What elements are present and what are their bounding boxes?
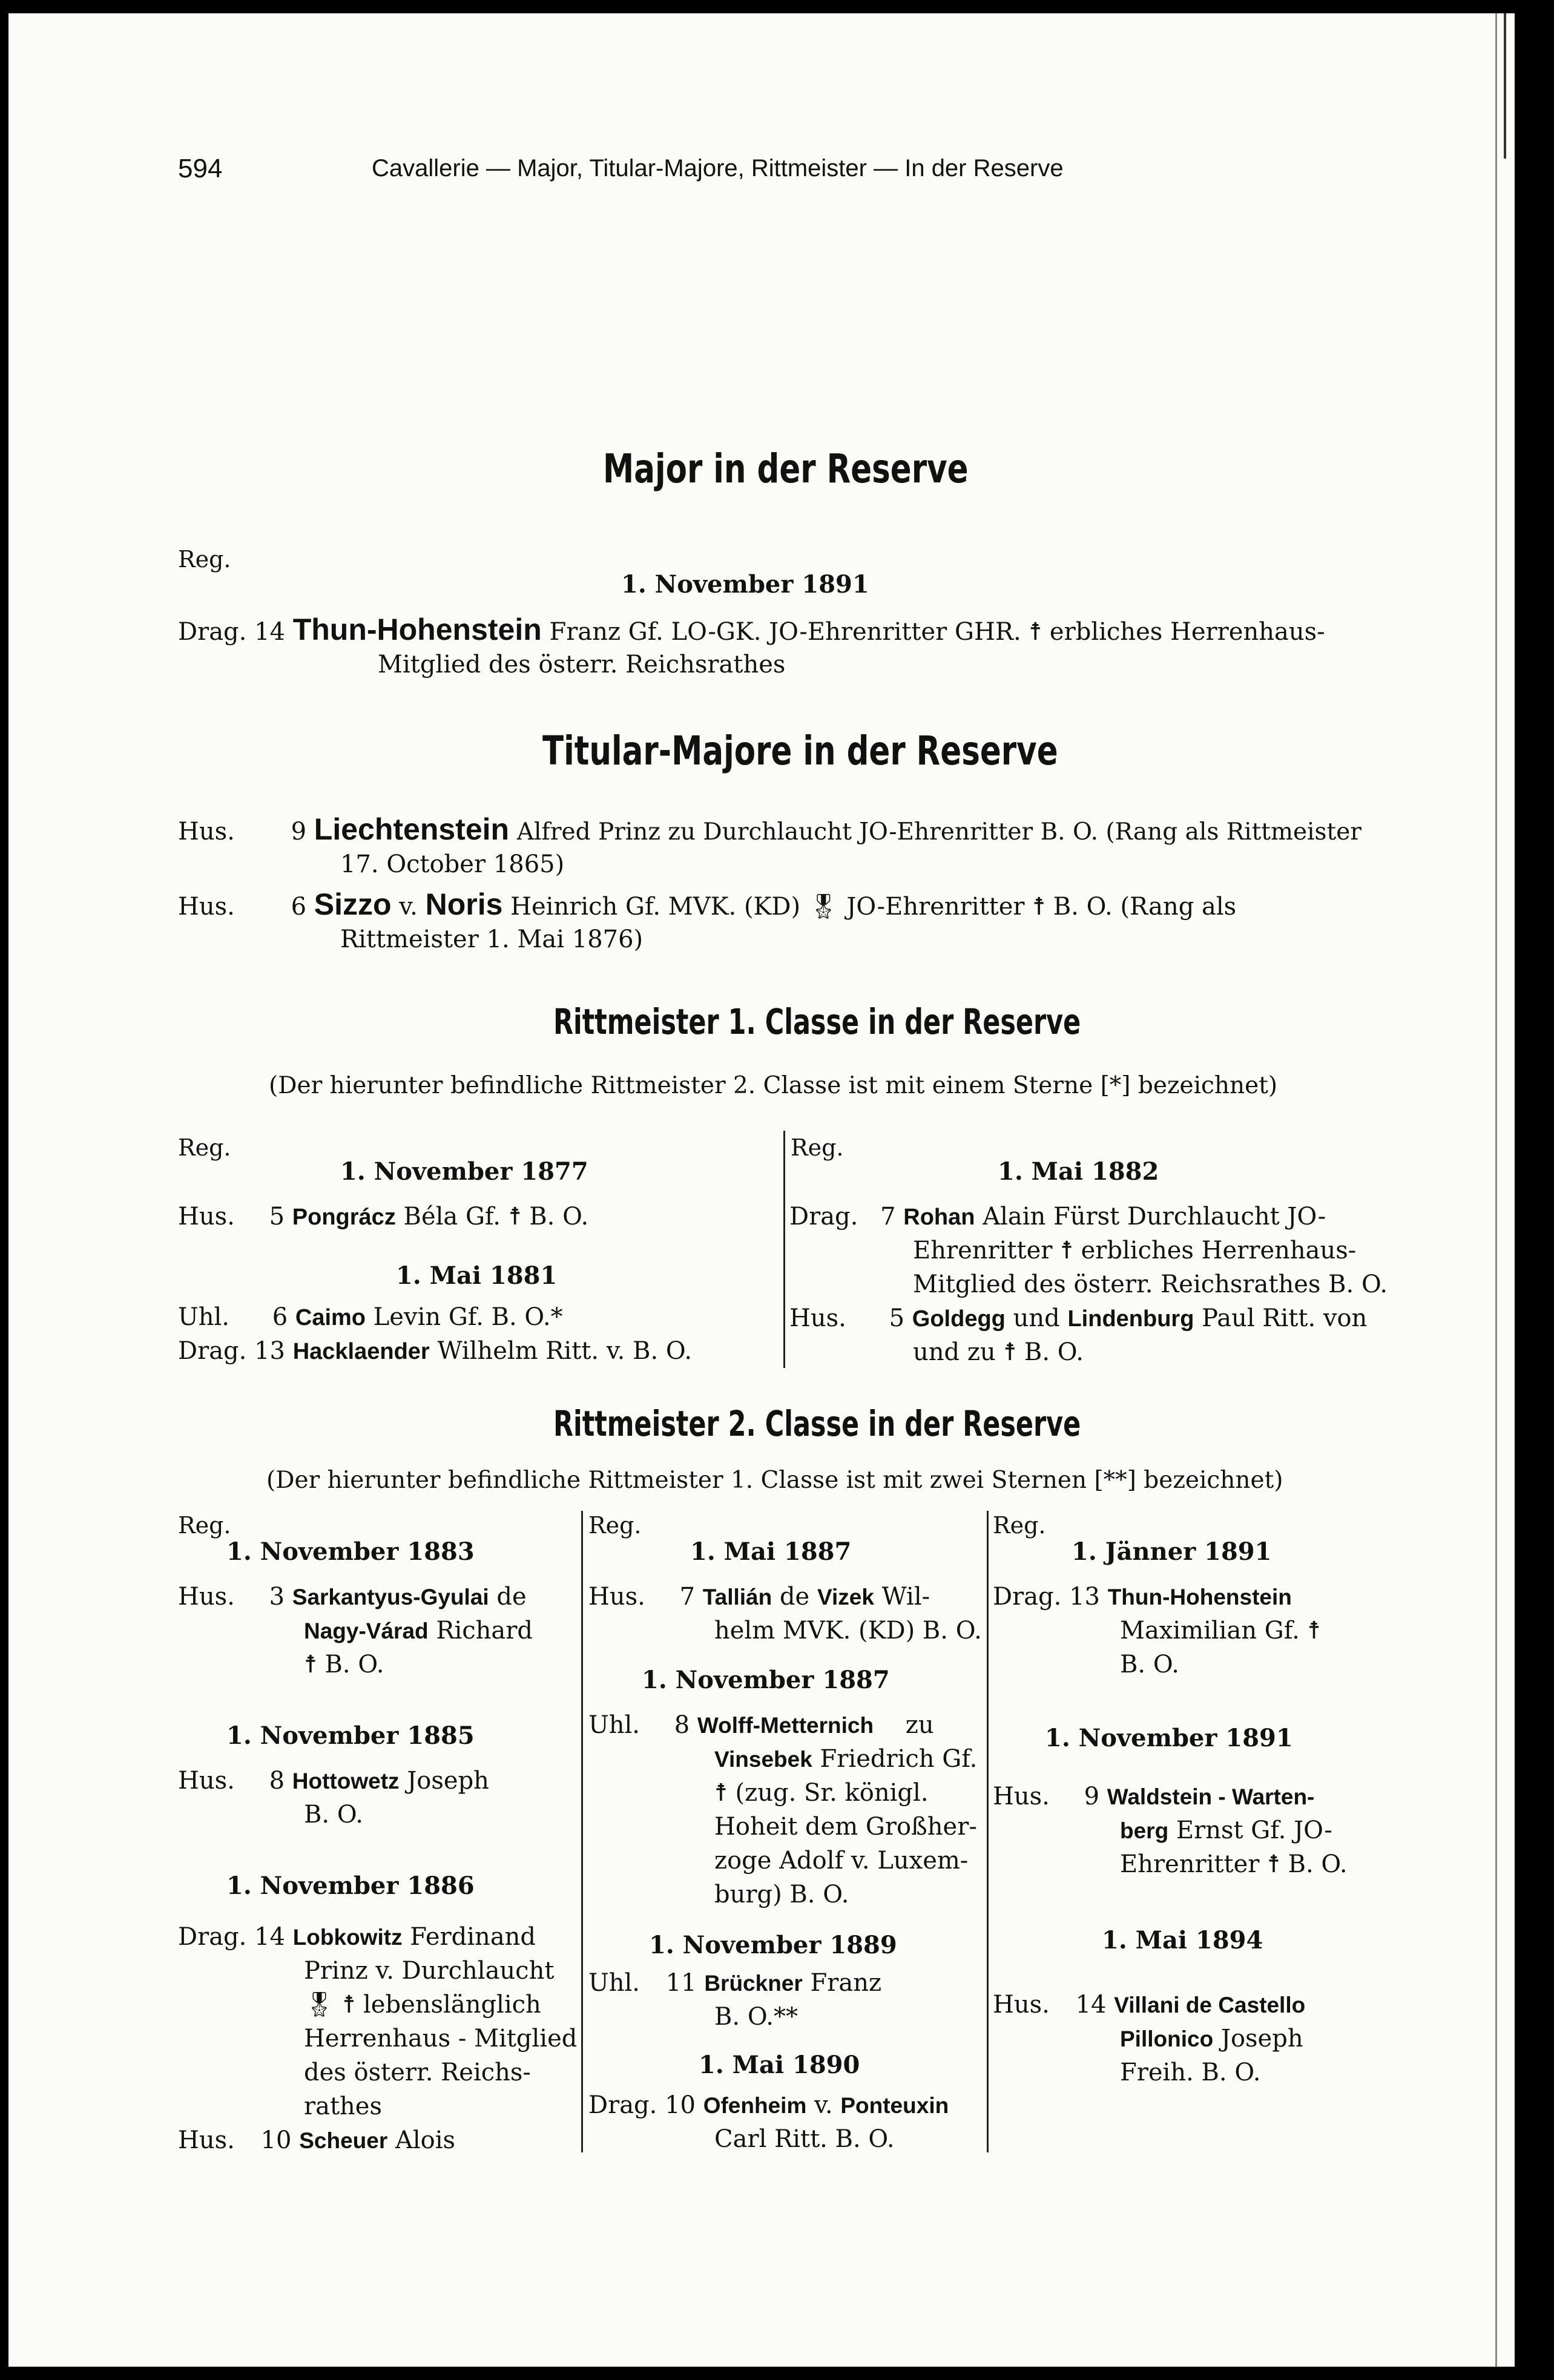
unit-number: 6 [272, 1303, 288, 1331]
unit: Drag. [993, 1583, 1062, 1611]
entry-cont: burg) B. O. [714, 1881, 849, 1908]
unit-number: 8 [674, 1711, 690, 1739]
column-divider [581, 1511, 583, 2152]
entry-cont: B. O.** [714, 2003, 798, 2031]
entry-cont: Freih. B. O. [1120, 2059, 1261, 2086]
unit-number: 13 [254, 1337, 285, 1365]
entry [588, 1966, 881, 2000]
entry [178, 1580, 527, 1614]
entry-text: Maximilian Gf. [1120, 1617, 1300, 1645]
entry-text: Franz [810, 1969, 882, 1997]
entry-text: B. O. [1288, 1850, 1348, 1878]
scan-edge-line [1504, 13, 1506, 159]
column-divider [783, 1131, 785, 1368]
entry-text: Ehrenritter [1120, 1850, 1260, 1878]
entry-text: Levin Gf. B. O.* [373, 1303, 563, 1331]
unit-number: 5 [889, 1304, 905, 1332]
section-title-rittmeister-2: Rittmeister 2. Classe in der Reserve [553, 1403, 1081, 1444]
entry-text: Franz Gf. LO-GK. JO-Ehrenritter GHR. [549, 618, 1021, 646]
unit: Hus. [178, 1203, 235, 1231]
unit-number: 9 [1084, 1783, 1100, 1810]
unit: Drag. [178, 1923, 247, 1951]
entry-cont [304, 1648, 384, 1681]
section-title-rittmeister-1: Rittmeister 1. Classe in der Reserve [553, 1001, 1081, 1042]
unit: Hus. [178, 1583, 235, 1611]
person-name: Nagy-Várad [304, 1619, 429, 1643]
entry-text: B. O. [529, 1203, 589, 1231]
person-name: Noris [425, 887, 503, 921]
reg-label: Reg. [178, 1134, 231, 1161]
unit-number: 13 [1069, 1583, 1100, 1611]
entry [178, 2123, 455, 2158]
reg-label: Reg. [178, 1512, 231, 1539]
person-name: Thun-Hohenstein [292, 613, 542, 646]
medal-icon: 🎖 [808, 893, 839, 921]
entry-text: Wil- [881, 1583, 930, 1611]
entry-text: (zug. Sr. königl. [735, 1779, 929, 1807]
unit: Uhl. [588, 1969, 640, 1997]
unit: Hus. [178, 2126, 235, 2154]
cross-icon: ☨ [1029, 618, 1042, 646]
unit: Hus. [178, 1767, 235, 1795]
person-name: Rohan [903, 1205, 975, 1230]
entry-text: Joseph [1220, 2025, 1303, 2053]
entry-cont [1120, 1847, 1348, 1881]
cross-icon: ☨ [1060, 1237, 1073, 1264]
reg-label: Reg. [791, 1134, 844, 1161]
person-name: Liechtenstein [314, 812, 510, 846]
column-divider [987, 1511, 989, 2152]
date-heading: 1. November 1883 [226, 1537, 475, 1566]
entry [588, 2088, 949, 2123]
cross-icon: ☨ [714, 1779, 728, 1807]
entry-text: de [779, 1583, 810, 1611]
cross-icon: ☨ [304, 1651, 317, 1678]
entry-cont [1120, 1813, 1332, 1848]
entry [993, 1580, 1292, 1614]
section-title-titular: Titular-Majore in der Reserve [542, 728, 1058, 774]
entry-titular [178, 812, 1361, 849]
entry-text: und zu [913, 1338, 996, 1366]
entry-major [178, 613, 1325, 649]
entry-text: de [496, 1583, 527, 1611]
entry-text: Wilhelm Ritt. v. B. O. [437, 1337, 693, 1365]
date-heading: 1. Mai 1887 [690, 1537, 852, 1566]
date-heading: 1. November 1887 [642, 1666, 890, 1694]
unit-number: 7 [880, 1203, 896, 1231]
person-name: Ofenheim [703, 2093, 807, 2118]
unit-number: 7 [679, 1583, 696, 1611]
entry-titular [178, 887, 1236, 924]
person-name: Wolff-Metternich [697, 1713, 874, 1738]
entry-text: Alain Fürst Durchlaucht JO- [983, 1203, 1326, 1231]
entry-text: JO-Ehrenritter [846, 893, 1025, 921]
cross-icon: ☨ [1267, 1850, 1280, 1878]
unit: Drag. 14 [178, 618, 285, 646]
entry-text: und [1013, 1304, 1060, 1332]
entry-text: Friedrich Gf. [820, 1745, 978, 1773]
entry [178, 1920, 536, 1954]
person-name: Pongrácz [292, 1205, 396, 1230]
entry-text: zu [905, 1711, 934, 1739]
entry-text: Paul Ritt. von [1202, 1304, 1368, 1332]
entry-cont: Hoheit dem Großher- [714, 1813, 977, 1841]
entry-cont: Carl Ritt. B. O. [714, 2125, 895, 2153]
entry-text: B. O. (Rang als [1053, 893, 1237, 921]
book-page [8, 13, 1515, 2367]
unit: Drag. [789, 1203, 858, 1231]
entry-text: Béla Gf. [403, 1203, 501, 1231]
unit: Uhl. [588, 1711, 640, 1739]
person-name: Vinsebek [714, 1747, 812, 1772]
unit-number: 14 [1075, 1991, 1107, 2019]
running-title: Cavallerie — Major, Titular-Majore, Rittmeister — In der Reserve [372, 155, 1064, 182]
entry-cont [304, 1988, 541, 2022]
unit-number: 5 [269, 1203, 285, 1231]
entry-text: B. O. [1024, 1338, 1084, 1366]
entry [178, 1200, 588, 1234]
entry [588, 1708, 934, 1743]
entry-cont [714, 1776, 929, 1810]
entry-cont: B. O. [1120, 1651, 1179, 1678]
person-name: Sarkantyus-Gyulai [292, 1585, 489, 1609]
unit-number: 11 [665, 1969, 697, 1997]
date-heading: 1. Jänner 1891 [1072, 1537, 1272, 1566]
unit-number: 6 [291, 893, 307, 921]
date-heading: 1. Mai 1890 [699, 2051, 860, 2079]
cross-icon: ☨ [1003, 1338, 1017, 1366]
reg-label: Reg. [588, 1512, 642, 1539]
date-heading: 1. November 1885 [226, 1721, 475, 1750]
unit-number: 8 [269, 1767, 285, 1795]
person-name: Goldegg [912, 1306, 1006, 1332]
person-name: Lindenburg [1067, 1306, 1194, 1332]
entry-cont [714, 1742, 977, 1777]
entry-cont: B. O. [304, 1801, 363, 1829]
entry [789, 1301, 1367, 1336]
person-name: Brückner [704, 1971, 803, 1996]
date-heading: 1. November 1886 [226, 1872, 475, 1900]
entry [178, 1300, 563, 1335]
entry-cont: des österr. Reichs- [304, 2059, 531, 2086]
entry-text: Alfred Prinz zu Durchlaucht JO-Ehrenritter B. O. (Rang als Rittmeister [516, 818, 1361, 846]
cross-icon: ☨ [1032, 893, 1046, 921]
person-name: Hottowetz [292, 1769, 400, 1793]
person-name: berg [1120, 1818, 1169, 1843]
person-name: Thun-Hohenstein [1107, 1585, 1292, 1609]
entry-cont [1120, 2022, 1303, 2056]
entry-text: Richard [436, 1617, 533, 1645]
scan-edge-line [1495, 13, 1497, 2367]
unit: Drag. [178, 1337, 247, 1365]
date-heading: 1. November 1889 [649, 1931, 897, 1959]
date-heading: 1. Mai 1881 [396, 1261, 558, 1290]
unit: Hus. [178, 818, 235, 846]
cross-icon: ☨ [1307, 1617, 1321, 1645]
person-name: Sizzo [314, 887, 392, 921]
unit: Hus. [789, 1304, 846, 1332]
entry-titular-cont: Rittmeister 1. Mai 1876) [340, 925, 644, 953]
entry-cont: Herrenhaus - Mitglied [304, 2025, 578, 2053]
unit: Drag. [588, 2091, 657, 2119]
entry-cont [913, 1335, 1084, 1369]
person-name: Caimo [295, 1305, 366, 1330]
unit: Hus. [178, 893, 235, 921]
date-heading: 1. November 1891 [1045, 1724, 1293, 1752]
entry-text: erbliches Herrenhaus- [1081, 1237, 1357, 1264]
person-name: Lobkowitz [292, 1925, 403, 1950]
entry [789, 1200, 1326, 1234]
date-heading: 1. Mai 1894 [1102, 1926, 1263, 1954]
entry-text: B. O. [324, 1651, 384, 1678]
entry-cont: helm MVK. (KD) B. O. [714, 1617, 982, 1645]
entry [588, 1580, 930, 1614]
cross-icon: ☨ [508, 1203, 522, 1231]
unit-number: 9 [291, 818, 307, 846]
cross-icon: ☨ [342, 1991, 356, 2019]
page-number: 594 [178, 154, 223, 183]
entry [178, 1764, 489, 1798]
entry [993, 1780, 1314, 1814]
date-heading: 1. November 1877 [340, 1157, 588, 1186]
unit-number: 10 [260, 2126, 292, 2154]
person-name: Tallián [702, 1585, 772, 1609]
entry-cont: zoge Adolf v. Luxem- [714, 1847, 969, 1875]
reg-label: Reg. [993, 1512, 1046, 1539]
entry-text: Ehrenritter [913, 1237, 1053, 1264]
date-heading: 1. November 1891 [621, 570, 869, 599]
entry-text: Joseph [407, 1767, 489, 1795]
unit-number: 3 [269, 1583, 285, 1611]
unit: Uhl. [178, 1303, 229, 1331]
person-name: Villani de Castello [1114, 1993, 1306, 2017]
entry-text: Heinrich Gf. MVK. (KD) [510, 893, 801, 921]
entry-text: v. [814, 2091, 833, 2119]
entry-major-cont: Mitglied des österr. Reichsrathes [378, 651, 786, 679]
person-name: Scheuer [299, 2128, 388, 2153]
person-name: Waldstein - Warten- [1107, 1784, 1315, 1809]
unit: Hus. [993, 1783, 1050, 1810]
reg-label: Reg. [178, 546, 231, 573]
entry-cont: Mitglied des österr. Reichsrathes B. O. [913, 1271, 1388, 1298]
section-title-major: Major in der Reserve [603, 445, 969, 492]
person-name: Pillonico [1120, 2027, 1214, 2051]
person-name: Vizek [817, 1585, 874, 1609]
entry [993, 1988, 1305, 2022]
unit-number: 10 [665, 2091, 696, 2119]
date-heading: 1. Mai 1882 [998, 1157, 1159, 1186]
entry-text: Ernst Gf. JO- [1176, 1816, 1332, 1844]
section-note: (Der hierunter befindliche Rittmeister 1. Classe ist mit zwei Sternen [**] bezeichnet) [266, 1467, 1283, 1494]
medal-icon: 🎖 [304, 1991, 335, 2019]
person-name: Hacklaender [292, 1339, 430, 1364]
entry [178, 1334, 692, 1369]
unit: Hus. [993, 1991, 1050, 2019]
entry-text: lebenslänglich [363, 1991, 541, 2019]
entry-text: Ferdinand [410, 1923, 536, 1951]
person-name: Ponteuxin [840, 2093, 949, 2118]
section-note: (Der hierunter befindliche Rittmeister 2. Classe ist mit einem Sterne [*] bezeichnet) [269, 1072, 1278, 1099]
unit: Hus. [588, 1583, 645, 1611]
entry-text: v. [399, 893, 418, 921]
entry-cont: Prinz v. Durchlaucht [304, 1957, 555, 1985]
entry-text: erbliches Herrenhaus- [1049, 618, 1325, 646]
entry-cont [913, 1234, 1356, 1267]
entry-titular-cont: 17. October 1865) [340, 850, 565, 878]
entry-cont: rathes [304, 2092, 383, 2120]
unit-number: 14 [254, 1923, 285, 1951]
entry-cont [304, 1614, 533, 1648]
entry-cont [1120, 1614, 1320, 1648]
entry-text: Alois [395, 2126, 456, 2154]
